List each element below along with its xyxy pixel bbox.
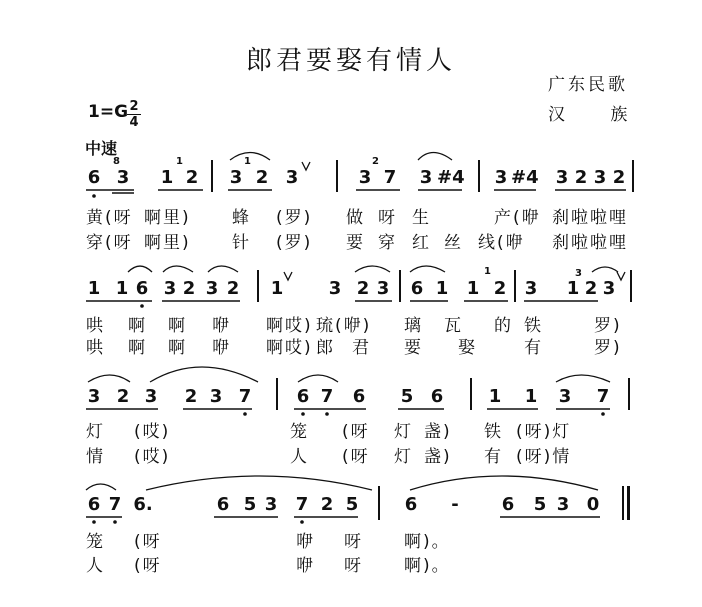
lyric: 啊	[128, 316, 147, 336]
note: 3	[116, 167, 130, 188]
note: 3	[205, 278, 219, 299]
slur	[163, 266, 193, 272]
note: 1	[87, 278, 101, 299]
lyric: 啊	[168, 316, 187, 336]
grace-note: 1	[176, 156, 183, 167]
ethnicity-label: 汉 族	[548, 105, 648, 125]
lyric: 啊哎)	[266, 316, 313, 336]
bar-line	[478, 160, 480, 192]
slur	[146, 476, 372, 490]
note: 3	[524, 278, 538, 299]
note: 1	[488, 386, 502, 407]
slur	[208, 266, 238, 272]
note: 5	[400, 386, 414, 407]
bar-line	[276, 378, 278, 410]
slur	[150, 367, 258, 382]
note: 3	[419, 167, 433, 188]
lyric: 娶	[458, 338, 477, 358]
lyric: 灯	[394, 447, 413, 467]
lyric: 罗)	[594, 338, 622, 358]
lyric: 盏)	[424, 447, 452, 467]
lyric: 线(咿	[478, 233, 525, 253]
lyric: 琉(咿)	[316, 316, 372, 336]
note: 6	[404, 494, 418, 515]
lyric: 针	[232, 233, 251, 253]
note: 3	[494, 167, 508, 188]
lyric: 咿	[296, 556, 315, 576]
note: 6	[410, 278, 424, 299]
lyric: 咿	[212, 338, 231, 358]
lyric: 刹啦啦哩	[552, 233, 628, 253]
slur	[128, 266, 152, 272]
note: 3	[87, 386, 101, 407]
bar-line	[628, 378, 630, 410]
note: 1	[115, 278, 129, 299]
lyric: 有	[524, 338, 543, 358]
note: 3	[285, 167, 299, 188]
lyric: 呀	[344, 532, 363, 552]
lyric: 红	[412, 233, 431, 253]
grace-note: 1	[484, 266, 491, 277]
lyric: 呀	[378, 208, 397, 228]
note: 6	[87, 494, 101, 515]
note: 3	[556, 494, 570, 515]
lyric: 产(咿	[494, 208, 541, 228]
bar-line	[470, 378, 472, 410]
lyric: 璃	[404, 316, 423, 336]
lyric: 情	[86, 447, 105, 467]
note: 2	[320, 494, 334, 515]
lyric: 生	[412, 208, 431, 228]
note: 1	[524, 386, 538, 407]
note: 3	[209, 386, 223, 407]
note: 2	[185, 167, 199, 188]
slur	[298, 375, 338, 382]
note: 5	[243, 494, 257, 515]
lyric: 铁	[524, 316, 543, 336]
bar-line	[257, 270, 259, 302]
note: 6	[430, 386, 444, 407]
tempo-marking: 中速	[85, 139, 118, 158]
bar-line	[630, 270, 632, 302]
bar-line	[632, 160, 634, 192]
lyric: (哎)	[134, 422, 171, 442]
bar-line	[399, 270, 401, 302]
lyric: 啊	[128, 338, 147, 358]
note: 3	[163, 278, 177, 299]
note: 6.	[133, 494, 153, 515]
slur	[230, 153, 270, 161]
slur	[86, 484, 116, 490]
note: 2	[584, 278, 598, 299]
note: 6	[135, 278, 149, 299]
source-label: 广东民歌	[548, 75, 628, 95]
time-sig-top: 2	[129, 99, 139, 114]
lyric: 的	[494, 316, 513, 336]
lyric: 盏)	[424, 422, 452, 442]
note: 7	[295, 494, 309, 515]
note: 2	[255, 167, 269, 188]
note: 7	[596, 386, 610, 407]
note: 3	[229, 167, 243, 188]
note: 7	[383, 167, 397, 188]
lyric: 丝	[444, 233, 463, 253]
note: 1	[466, 278, 480, 299]
lyric: (罗)	[276, 208, 313, 228]
lyric: 哄	[86, 316, 105, 336]
lyric: 咿	[296, 532, 315, 552]
slur	[410, 266, 445, 272]
note: 6	[87, 167, 101, 188]
grace-note: 3	[575, 268, 582, 279]
lyric: 人	[290, 447, 309, 467]
time-sig-bottom: 4	[129, 115, 139, 130]
song-title: 郎君要娶有情人	[245, 46, 456, 76]
lyric: 灯	[394, 422, 413, 442]
lyric: 要	[404, 338, 423, 358]
note: 2	[182, 278, 196, 299]
note: -	[451, 494, 459, 515]
note: 2	[116, 386, 130, 407]
note: 3	[144, 386, 158, 407]
note: 3	[555, 167, 569, 188]
note: 3	[328, 278, 342, 299]
slur	[592, 267, 618, 272]
lyric: 哄	[86, 338, 105, 358]
grace-note: 8	[113, 156, 120, 167]
key-signature: 1=G	[88, 102, 129, 122]
lyric: (呀)情	[516, 447, 572, 467]
lyric: 刹啦啦哩	[552, 208, 628, 228]
final-bar-thick	[627, 486, 630, 520]
lyric: 瓦	[444, 316, 463, 336]
lyric: 罗)	[594, 316, 622, 336]
note: 7	[108, 494, 122, 515]
lyric: 人	[86, 556, 105, 576]
note: 2	[356, 278, 370, 299]
lyric: 蜂	[232, 208, 251, 228]
lyric: 啊里)	[144, 208, 191, 228]
lyric: (呀	[134, 556, 162, 576]
note: 6	[216, 494, 230, 515]
slur	[88, 375, 130, 382]
note: 3	[376, 278, 390, 299]
note: 6	[296, 386, 310, 407]
note: 6	[501, 494, 515, 515]
lyric: 咿	[212, 316, 231, 336]
lyric: 啊)。	[404, 556, 451, 576]
lyric: 要	[346, 233, 365, 253]
slur	[355, 266, 390, 272]
final-bar-thin	[622, 486, 624, 520]
lyric: 啊	[168, 338, 187, 358]
slur	[556, 375, 610, 382]
lyric: 穿(呀	[86, 233, 133, 253]
note: 2	[184, 386, 198, 407]
slur	[418, 153, 452, 161]
lyric: 呀	[344, 556, 363, 576]
lyric: 啊里)	[144, 233, 191, 253]
lyric: (哎)	[134, 447, 171, 467]
note: 2	[493, 278, 507, 299]
lyric: 笼	[290, 422, 309, 442]
note: 3	[602, 278, 616, 299]
lyric: 啊哎)	[266, 338, 313, 358]
slur	[410, 476, 598, 490]
note: 3	[264, 494, 278, 515]
lyric: 啊)。	[404, 532, 451, 552]
lyric: (罗)	[276, 233, 313, 253]
note: #4	[437, 167, 465, 188]
note: 5	[345, 494, 359, 515]
lyric: (呀	[134, 532, 162, 552]
lyric: 君	[352, 338, 371, 358]
grace-note: 1	[244, 156, 251, 167]
note: 6	[352, 386, 366, 407]
note: 1	[160, 167, 174, 188]
lyric: (呀	[342, 447, 370, 467]
note: 5	[533, 494, 547, 515]
note: 7	[238, 386, 252, 407]
note: 1	[270, 278, 284, 299]
note: 3	[558, 386, 572, 407]
note: 3	[593, 167, 607, 188]
note: 3	[358, 167, 372, 188]
note: 2	[612, 167, 626, 188]
lyric: 郎	[316, 338, 335, 358]
bar-line	[378, 486, 380, 520]
lyric: 笼	[86, 532, 105, 552]
time-signature	[127, 100, 141, 129]
note: 7	[320, 386, 334, 407]
note: #4	[511, 167, 539, 188]
note: 1	[566, 278, 580, 299]
lyric: 有	[484, 447, 503, 467]
note: 2	[226, 278, 240, 299]
bar-line	[336, 160, 338, 192]
bar-line	[514, 270, 516, 302]
lyric: 黄(呀	[86, 208, 133, 228]
note: 2	[574, 167, 588, 188]
lyric: 灯	[86, 422, 105, 442]
lyric: (呀	[342, 422, 370, 442]
lyric: (呀)灯	[516, 422, 572, 442]
note: 0	[586, 494, 600, 515]
grace-note: 2	[372, 156, 379, 167]
lyric: 铁	[484, 422, 503, 442]
note: 1	[435, 278, 449, 299]
lyric: 做	[346, 208, 365, 228]
lyric: 穿	[378, 233, 397, 253]
bar-line	[211, 160, 213, 192]
